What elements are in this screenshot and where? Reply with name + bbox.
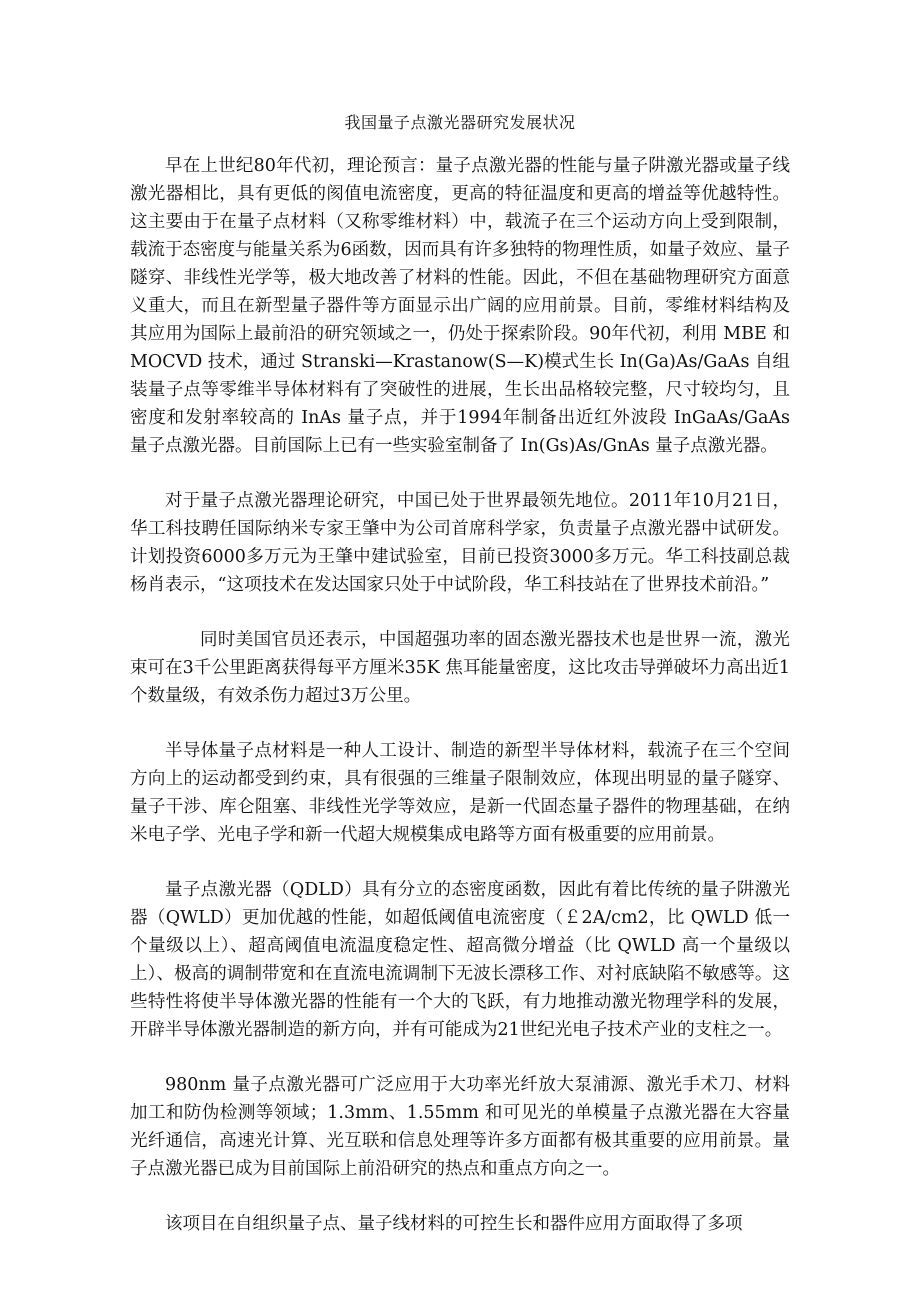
document-body [130,152,790,1265]
paragraph: 半导体量子点材料是一种人工设计、制造的新型半导体材料，载流子在三个空间方向上的运动都受到约束，具有很强的三维量子限制效应，体现出明显的量子隧穿、量子干涉、库仑阻塞、非线性光学等效应，是新一代固态量子器件的物理基础，在纳米电子学、光电子学和新一代超大规模集成电路等方面有极重要的应用前景。 [130,741,790,845]
paragraph: 量子点激光器（QDLD）具有分立的态密度函数，因此有着比传统的量子阱激光器（QWLD）更加优越的性能，如超低阈值电流密度（￡2A/cm2，比 QWLD 低一个量级以上）、超高阈值电流温度稳定性、超高微分增益（比 QWLD 高一个量级以上）、极高的调制带宽和在直流电流调制下无波长漂移工作、对衬底缺陷不敏感等。这些特性将使半导体激光器的性能有一个大的飞跃，有力地推动激光物理学科的发展，开辟半导体激光器制造的新方向，并有可能成为21世纪光电子技术产业的支柱之一。 [130,880,790,1040]
document-title: 我国量子点激光器研究发展状况 [344,113,576,132]
paragraph: 对于量子点激光器理论研究，中国已处于世界最领先地位。2011年10月21日，华工科技聘任国际纳米专家王肇中为公司首席科学家，负责量子点激光器中试研发。计划投资6000多万元为王肇中建试验室，目前已投资3000多万元。华工科技副总裁杨肖表示，“这项技术在发达国家只处于中试阶段，华工科技站在了世界技术前沿。” [130,491,790,595]
paragraph: 该项目在自组织量子点、量子线材料的可控生长和器件应用方面取得了多项 [165,1214,743,1234]
paragraph: 980nm 量子点激光器可广泛应用于大功率光纤放大泵浦源、激光手术刀、材料加工和防伪检测等领域；1.3mm、1.55mm 和可见光的单模量子点激光器在大容量光纤通信，高速光计算、光互联和信息处理等许多方面都有极其重要的应用前景。量子点激光器已成为目前国际上前沿研究的热点和重点方向之一。 [130,1075,790,1179]
paragraph: 早在上世纪80年代初，理论预言：量子点激光器的性能与量子阱激光器或量子线激光器相比，具有更低的阂值电流密度，更高的特征温度和更高的增益等优越特性。这主要由于在量子点材料（又称零维材料）中，载流子在三个运动方向上受到限制，载流于态密度与能量关系为6函数，因而具有许多独特的物理性质，如量子效应、量子隧穿、非线性光学等，极大地改善了材料的性能。因此，不但在基础物理研究方面意义重大，而且在新型量子器件等方面显示出广阔的应用前景。目前，零维材料结构及其应用为国际上最前沿的研究领域之一，仍处于探索阶段。90年代初，利用 MBE 和 MOCVD 技术，通过 Stranski—Krastanow(S—K)模式生长 In(Ga)As/GaAs 自组装量子点等零维半导体材料有了突破性的进展，生长出品格较完整，尺寸较均匀，且密度和发射率较高的 InAs 量子点，并于1994年制备出近红外波段 InGaAs/GaAs 量子点激光器。目前国际上已有一些实验室制备了 In(Gs)As/GnAs 量子点激光器。 [130,156,790,456]
paragraph: 同时美国官员还表示，中国超强功率的固态激光器技术也是世界一流，激光束可在3千公里距离获得每平方厘米35K 焦耳能量密度，这比攻击导弹破坏力高出近1个数量级，有效杀伤力超过3万公里。 [130,630,790,706]
